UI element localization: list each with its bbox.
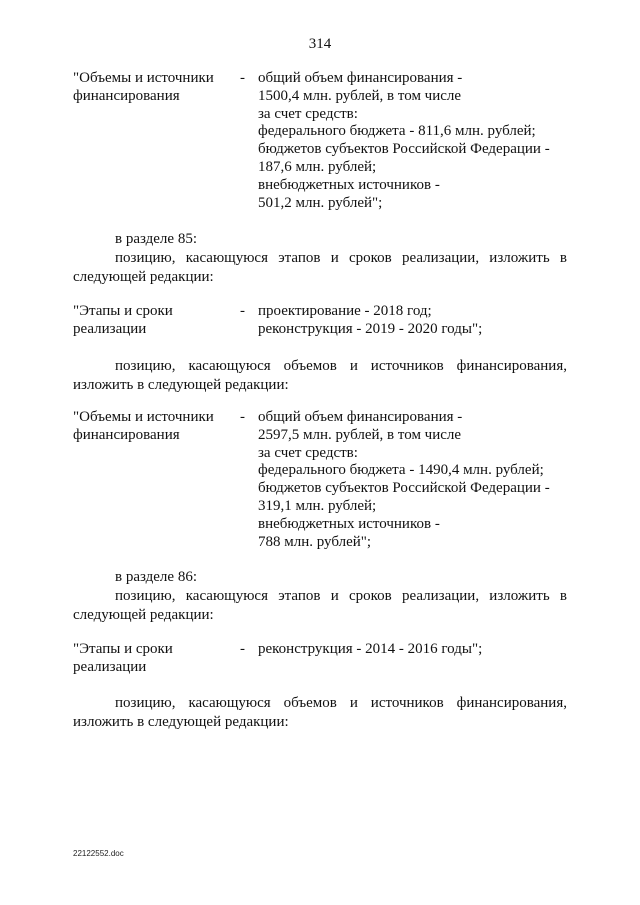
dash-separator: -	[240, 303, 245, 319]
paragraph-stages-85: позицию, касающуюся этапов и сроков реализации, изложить в следующей редакции:	[73, 250, 567, 285]
stages-value: проектирование - 2018 год; реконструкция - 2019 - 2020 годы";	[258, 303, 483, 337]
section-86-heading: в разделе 86:	[115, 569, 197, 585]
dash-separator: -	[240, 409, 245, 425]
financing-label: "Объемы и источники финансирования	[73, 409, 214, 443]
stages-label: "Этапы и сроки реализации	[73, 641, 173, 675]
stages-label: "Этапы и сроки реализации	[73, 303, 173, 337]
paragraph-financing-85: позицию, касающуюся объемов и источников финансирования, изложить в следующей редакции:	[73, 358, 567, 393]
section-85-heading: в разделе 85:	[115, 231, 197, 247]
dash-separator: -	[240, 70, 245, 86]
financing-value: общий объем финансирования - 2597,5 млн. рублей, в том числе за счет средств: федерального бюджета - 1490,4 млн. рублей; бюджетов субъектов Российской Федерации - 319,1 млн. рублей; внебюджетных источников - 788 млн. рублей";	[258, 409, 550, 550]
financing-label: "Объемы и источники финансирования	[73, 70, 214, 104]
page-number: 314	[308, 36, 332, 52]
paragraph-stages-86: позицию, касающуюся этапов и сроков реализации, изложить в следующей редакции:	[73, 588, 567, 623]
dash-separator: -	[240, 641, 245, 657]
financing-value: общий объем финансирования - 1500,4 млн. рублей, в том числе за счет средств: федерального бюджета - 811,6 млн. рублей; бюджетов субъектов Российской Федерации - 187,6 млн. рублей; внебюджетных источников - 501,2 млн. рублей";	[258, 70, 550, 211]
paragraph-financing-86: позицию, касающуюся объемов и источников финансирования, изложить в следующей редакции:	[73, 695, 567, 730]
file-name-footer: 22122552.doc	[73, 849, 124, 858]
stages-value: реконструкция - 2014 - 2016 годы";	[258, 641, 483, 657]
